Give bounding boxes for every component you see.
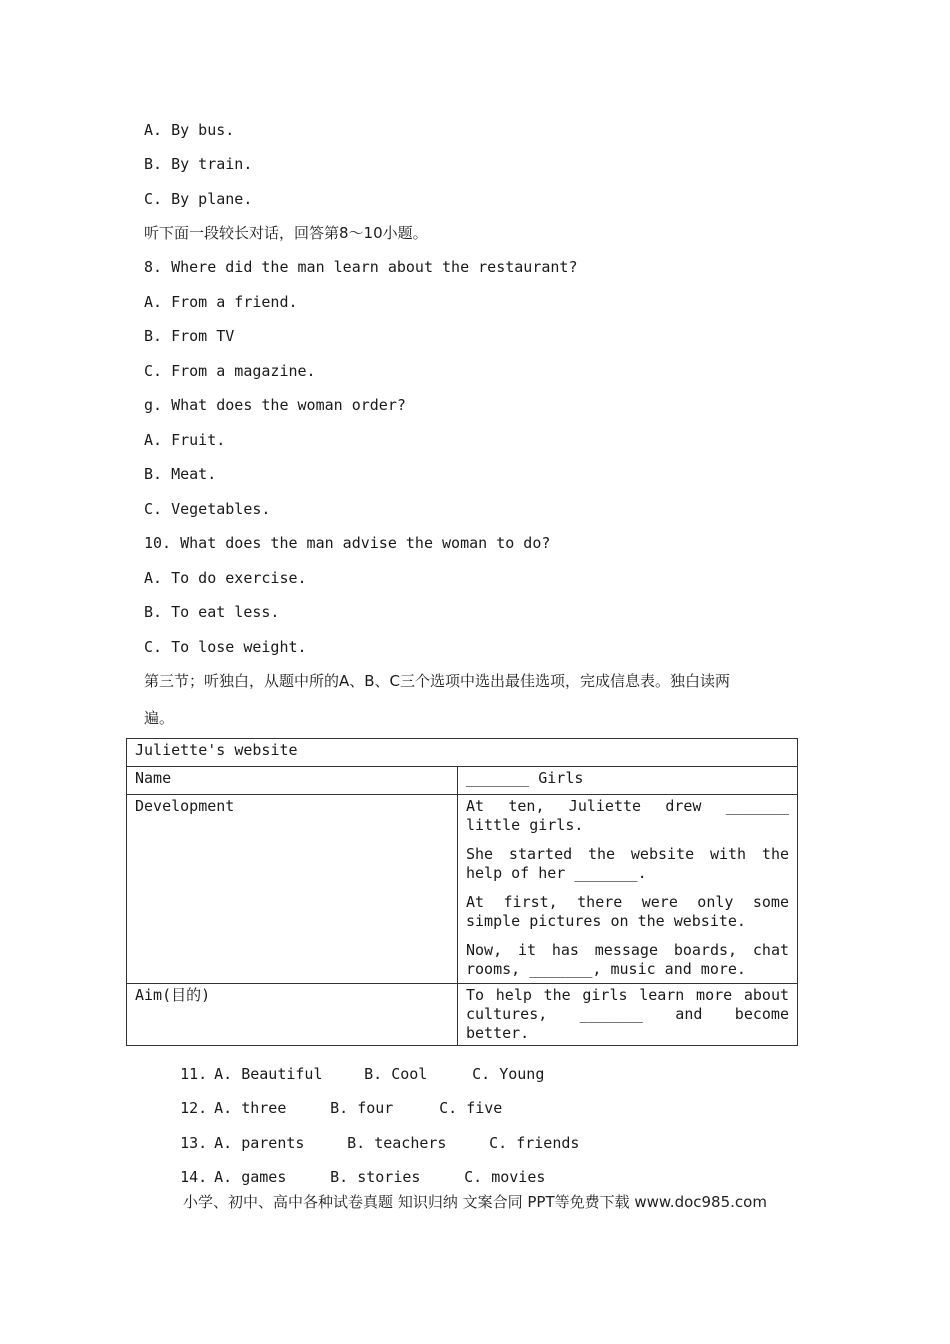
question-10: 10. What does the man advise the woman to do? (144, 534, 551, 552)
name-label: Name (127, 767, 458, 795)
question-8: 8. Where did the man learn about the restaurant? (144, 258, 578, 276)
option-7b: B. By train. (144, 155, 253, 173)
section-three-instruction-cont: 遍。 (144, 709, 175, 727)
question-9: g. What does the woman order? (144, 396, 406, 414)
question-number: 13. (180, 1134, 208, 1152)
development-cell (458, 795, 798, 984)
info-table (126, 738, 798, 1046)
option-8a: A. From a friend. (144, 293, 298, 311)
option-c: C. movies (464, 1168, 546, 1186)
option-b: B. stories (330, 1168, 421, 1186)
option-c: C. five (439, 1099, 503, 1117)
development-label: Development (127, 795, 458, 984)
option-c: C. Young (472, 1065, 545, 1083)
development-item: She started the website with the help of her _______. (466, 845, 789, 882)
option-a: A. three (214, 1099, 287, 1117)
section-instruction: 听下面一段较长对话，回答第8～10小题。 (144, 224, 428, 242)
question-number: 11. (180, 1065, 208, 1083)
section-three-instruction: 第三节；听独白，从题中所的A、B、C三个选项中选出最佳选项，完成信息表。独白读两 (144, 672, 731, 690)
option-10b: B. To eat less. (144, 603, 280, 621)
option-10c: C. To lose weight. (144, 638, 307, 656)
question-number: 14. (180, 1168, 208, 1186)
name-value: _______ Girls (458, 767, 798, 795)
option-a: A. games (214, 1168, 287, 1186)
option-9c: C. Vegetables. (144, 500, 271, 518)
option-8c: C. From a magazine. (144, 362, 316, 380)
option-b: B. Cool (364, 1065, 428, 1083)
aim-value: To help the girls learn more about cultures, _______ and become better. (466, 986, 789, 1042)
table-title: Juliette's website (127, 739, 798, 767)
option-b: B. teachers (347, 1134, 447, 1152)
option-9b: B. Meat. (144, 465, 217, 483)
option-a: A. parents (214, 1134, 305, 1152)
option-8b: B. From TV (144, 327, 235, 345)
question-number: 12. (180, 1099, 208, 1117)
footer-ad: 小学、初中、高中各种试卷真题 知识归纳 文案合同 PPT等免费下载 www.doc985.com (183, 1193, 767, 1211)
option-a: A. Beautiful (214, 1065, 323, 1083)
option-b: B. four (330, 1099, 394, 1117)
aim-label: Aim(目的) (127, 984, 458, 1046)
development-item: Now, it has message boards, chat rooms, _______, music and more. (466, 941, 789, 978)
option-10a: A. To do exercise. (144, 569, 307, 587)
aim-cell (458, 984, 798, 1046)
option-7c: C. By plane. (144, 190, 253, 208)
option-9a: A. Fruit. (144, 431, 226, 449)
option-7a: A. By bus. (144, 121, 235, 139)
development-item: At first, there were only some simple pictures on the website. (466, 893, 789, 930)
development-item: At ten, Juliette drew _______ little girls. (466, 797, 789, 834)
option-c: C. friends (489, 1134, 580, 1152)
